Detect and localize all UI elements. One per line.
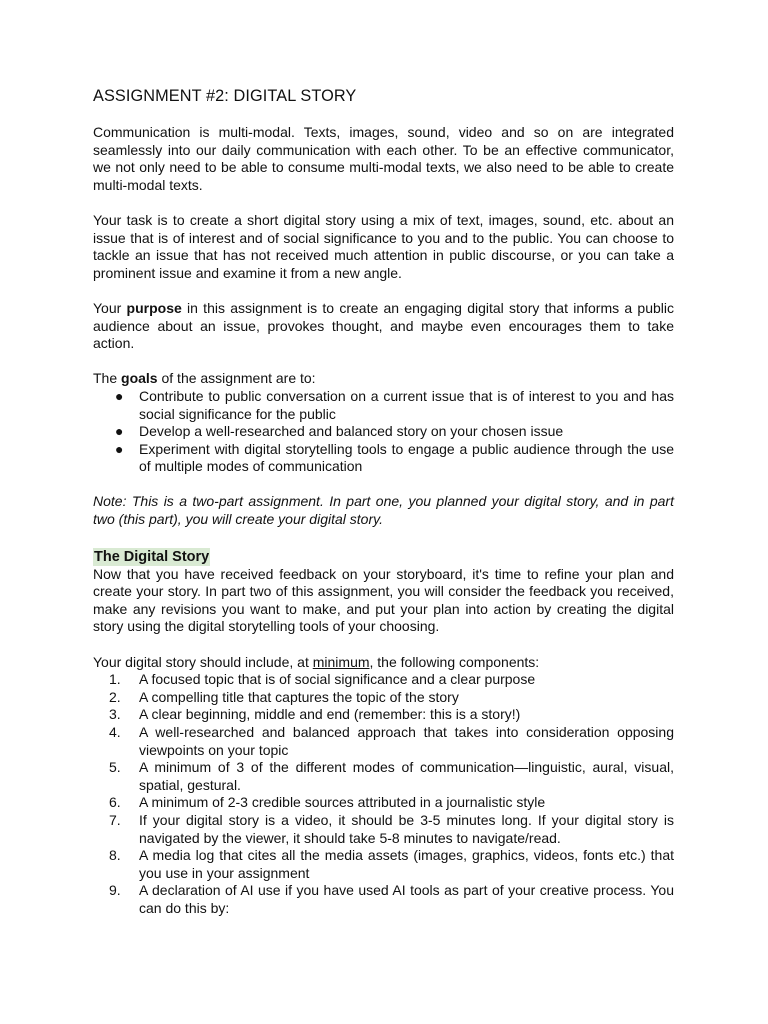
item-number: 5.: [109, 759, 121, 776]
item-number: 3.: [109, 706, 121, 723]
goal-item: [93, 441, 674, 476]
paragraph-gap: [93, 529, 674, 548]
goals-intro: [93, 370, 674, 388]
component-item: [93, 794, 674, 812]
component-text: A well-researched and balanced approach that takes into consideration opposing viewpoints on your topic: [139, 724, 674, 758]
goal-text: Develop a well-researched and balanced story on your chosen issue: [139, 423, 564, 440]
purpose-keyword: purpose: [126, 299, 182, 316]
task-paragraph: Your task is to create a short digital story using a mix of text, images, sound, etc. about an issue that is of interest and of social significance to you and to the public. You can choose to tackle an issue that has not received much attention in public discourse, or you can take a prominent issue and examine it from a new angle.: [93, 211, 674, 281]
purpose-rest: in this assignment is to create an engaging digital story that informs a public audience about an issue, provokes thought, and maybe even encourages them to take action.: [93, 299, 674, 352]
goal-item: [93, 388, 674, 423]
components-intro: [93, 654, 674, 672]
component-item: [93, 847, 674, 882]
paragraph-gap: [93, 194, 674, 212]
component-text: A minimum of 2-3 credible sources attributed in a journalistic style: [139, 794, 546, 811]
component-item: [93, 759, 674, 794]
document-title: ASSIGNMENT #2: DIGITAL STORY: [93, 87, 357, 105]
section-heading-row: [93, 548, 674, 566]
component-text: A media log that cites all the media assets (images, graphics, videos, fonts etc.) that you use in your assignment: [139, 847, 674, 881]
component-text: A focused topic that is of social significance and a clear purpose: [139, 671, 536, 688]
component-text: A declaration of AI use if you have used AI tools as part of your creative process. You can do this by:: [139, 882, 674, 916]
section-heading: The Digital Story: [94, 548, 210, 565]
bullet-icon: ●: [115, 423, 124, 440]
paragraph-gap: [93, 476, 674, 494]
purpose-prefix: Your: [93, 299, 127, 316]
component-item: [93, 706, 674, 724]
assignment-note: Note: This is a two-part assignment. In part one, you planned your digital story, and in part two (this part), you will create your digital story.: [93, 493, 674, 528]
item-number: 6.: [109, 794, 121, 811]
component-text: If your digital story is a video, it should be 3-5 minutes long. If your digital story is navigated by the viewer, it should take 5-8 minutes to navigate/read.: [139, 811, 674, 846]
goal-item: [93, 423, 674, 441]
component-item: [93, 724, 674, 759]
goal-text: Contribute to public conversation on a current issue that is of interest to you and has social significance for the public: [139, 387, 674, 422]
component-item: [93, 812, 674, 847]
component-text: A clear beginning, middle and end (remember: this is a story!): [139, 706, 521, 723]
component-item: [93, 671, 674, 689]
item-number: 4.: [109, 724, 121, 740]
component-text: A compelling title that captures the topic of the story: [139, 688, 459, 705]
bullet-icon: ●: [115, 440, 124, 457]
item-number: 7.: [109, 811, 121, 828]
goals-list: [93, 388, 674, 476]
component-text: A minimum of 3 of the different modes of communication—linguistic, aural, visual, spatial, gestural.: [139, 759, 674, 793]
component-item: [93, 882, 674, 917]
component-item: [93, 689, 674, 707]
item-number: 2.: [109, 688, 121, 705]
bullet-icon: ●: [115, 387, 124, 404]
paragraph-gap: [93, 353, 674, 371]
components-list: [93, 671, 674, 917]
goals-rest: of the assignment are to:: [157, 370, 316, 387]
paragraph-gap: [93, 636, 674, 654]
intro-paragraph: Communication is multi-modal. Texts, images, sound, video and so on are integrated seamlessly into our daily communication with each other. To be an effective communicator, we not only need to be able to consume multi-modal texts, we also need to be able to create multi-modal texts.: [93, 124, 674, 193]
components-keyword: minimum: [312, 653, 370, 670]
section-paragraph: Now that you have received feedback on your storyboard, it's time to refine your plan and create your story. In part two of this assignment, you will consider the feedback you received, make any revisions you want to make, and put your plan into action by creating the digital story using the digital storytelling tools of your choosing.: [93, 565, 674, 635]
components-rest: , the following components:: [369, 653, 540, 670]
goal-text: Experiment with digital storytelling tools to engage a public audience through the use of multiple modes of communication: [139, 440, 674, 475]
paragraph-gap: [93, 282, 674, 300]
goals-prefix: The: [93, 370, 122, 387]
goals-keyword: goals: [121, 370, 158, 387]
components-prefix: Your digital story should include, at: [93, 653, 313, 670]
purpose-paragraph: [93, 300, 674, 353]
item-number: 8.: [109, 847, 121, 864]
item-number: 1.: [109, 671, 121, 688]
item-number: 9.: [109, 882, 121, 899]
